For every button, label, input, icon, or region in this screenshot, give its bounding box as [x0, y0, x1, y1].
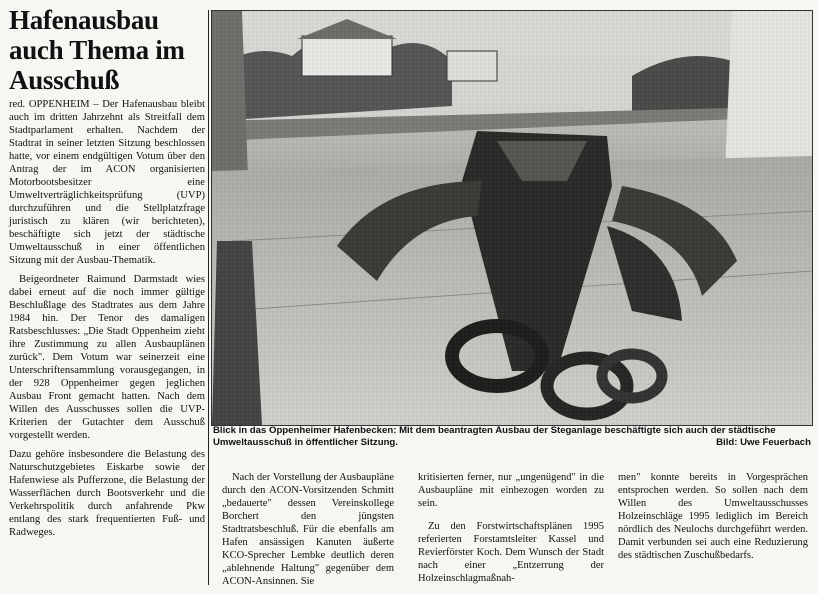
paragraph-intro — [9, 98, 205, 267]
paragraph-col4: men" konnte bereits in Vorgesprächen entsprochen werden. So sollen nach dem Willen des Umweltausschusses Holzeinschläge 1995 lediglich im Bereich nördlich des Neulochs durchgeführt werden. Damit verbunden sei auch eine Reduzierung des städtischen Zuschußbedarfs. — [618, 472, 808, 561]
column-divider — [208, 10, 209, 585]
harbor-anchor-image — [212, 11, 812, 425]
paragraph-col2: Nach der Vorstellung der Ausbaupläne durch den ACON-Vorsitzenden Schmitt „bedauerte" dessen Vereinskollege Borchert den jüngsten Stadtratsbeschluß. Für die ebenfalls am Hafen ansässigen Kanuten äußerte KCO-Sprecher Lembke deutlich deren „ablehnende Haltung" gegenüber dem ACON-Ansinnen. Sie — [222, 472, 394, 587]
article-column-1 — [9, 98, 205, 545]
caption-text: Blick in das Oppenheimer Hafenbecken: Mit dem beantragten Ausbau der Steganlage beschäftigte sich auch der städtische Umweltausschuß in öffentlicher Sitzung. — [213, 425, 776, 448]
headline: Hafenausbau auch Thema im Ausschuß — [9, 5, 185, 95]
article-column-3 — [418, 471, 604, 591]
paragraph-intro-text: Der Hafenausbau bleibt auch im dritten Jahrzehnt als Streitfall dem Stadtparlament erhalten. Nachdem der Stadtrat in seiner letzten Sitzung beschlossen hatte, vor einem endgültigen Votum über den Antrag der im ACON organisierten Motorbootsbesitzer eine Umweltverträglichkeitsprüfung (UVP) durchzuführen und die Stellplatzfrage juristisch zu klären (wir berichteten), beschäftigte sich jetzt der städtische Umweltausschuß in einer öffentlichen Sitzung mit der Ausbau-Thematik. — [9, 99, 205, 266]
paragraph-2: Beigeordneter Raimund Darmstadt wies dabei erneut auf die noch immer gültige Beschlußlage des Stadtrates aus dem Jahre 1984 hin. Der Tenor des damaligen Ratsbeschlusses: „Die Stadt Oppenheim zieht ihre Zustimmung zu allen Ausbauplänen zurück". Dem Votum war seinerzeit eine Unterschriftensammlung vorausgegangen, in der 928 Oppenheimer gegen jeglichen Ausbau Front gemacht hatten. Nach dem Willen des Ausschusses sollen die UVP-Kriterien der Gutachter dem Ausschuß vorgestellt werden. — [9, 274, 205, 441]
paragraph-3: Dazu gehöre insbesondere die Belastung des Naturschutzgebietes Eiskarbe sowie der Hafenwiese als Pufferzone, die Belastung der Wasserflächen durch Bootsverkehr und die Verkehrspolitik durch anfahrende Pkw entlang des stark frequentierten Fuß- und Radweges. — [9, 449, 205, 538]
article-column-4 — [618, 471, 808, 568]
article-column-2 — [222, 471, 394, 594]
paragraph-col3-2: Zu den Forstwirtschaftsplänen 1995 referierten Forstamtsleiter Kassel und Revierförster Koch. Dem Wunsch der Stadt nach einer „Entzerrung der Holzeinschlagmaßnah- — [418, 521, 604, 584]
harbor-photo — [211, 10, 813, 426]
dateline: red. OPPENHEIM – — [9, 99, 99, 110]
photo-caption — [213, 425, 811, 449]
paragraph-col3-1: kritisierten ferner, nur „ungenügend" in die Ausbaupläne mit einbezogen worden zu sein. — [418, 472, 604, 509]
photo-credit: Bild: Uwe Feuerbach — [716, 437, 811, 448]
